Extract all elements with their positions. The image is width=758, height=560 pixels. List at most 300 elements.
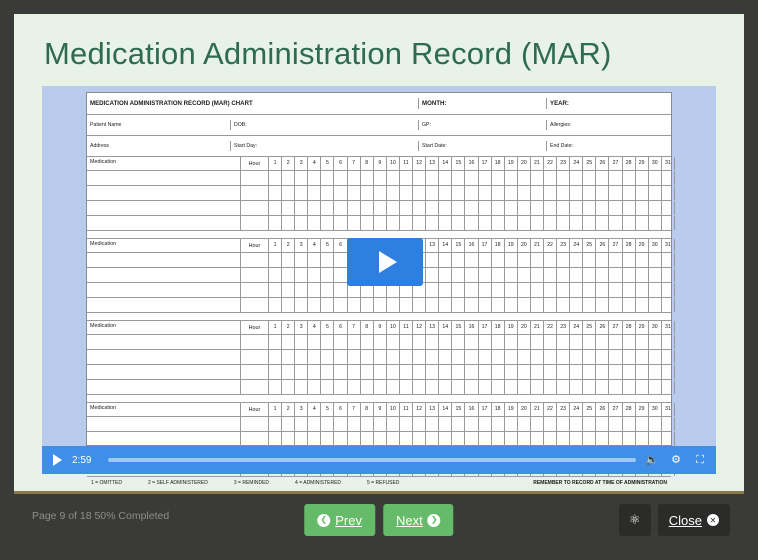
mar-day-cell	[387, 186, 400, 200]
mar-header-row	[87, 93, 671, 115]
play-overlay-button[interactable]	[347, 238, 423, 286]
mar-day-header: 13	[426, 157, 439, 170]
mar-day-header: 29	[636, 321, 649, 334]
mar-day-cell	[295, 201, 308, 215]
mar-day-cell	[269, 335, 282, 349]
mar-day-header: 25	[583, 239, 596, 252]
mar-day-cell	[570, 186, 583, 200]
mar-day-cell	[544, 171, 557, 185]
mar-day-cell	[452, 283, 465, 297]
mar-day-cell	[544, 268, 557, 282]
mar-day-cell	[479, 432, 492, 446]
mar-day-cell	[570, 335, 583, 349]
mar-day-cell	[623, 201, 636, 215]
mar-day-cell	[505, 171, 518, 185]
mar-grid-header-row	[87, 321, 671, 335]
mar-day-header: 7	[348, 403, 361, 416]
mar-day-cell	[334, 417, 347, 431]
mar-day-cell	[374, 201, 387, 215]
mar-day-cell	[570, 365, 583, 379]
mar-day-header: 3	[295, 403, 308, 416]
mar-day-cell	[479, 335, 492, 349]
mar-day-cell	[452, 380, 465, 394]
footer-bar	[14, 494, 744, 546]
mar-day-cell	[596, 186, 609, 200]
mar-day-cell	[413, 216, 426, 230]
mar-day-header: 16	[465, 157, 478, 170]
mar-day-cell	[479, 283, 492, 297]
mar-medication-cell	[87, 432, 241, 446]
mar-day-cell	[557, 432, 570, 446]
mar-day-cell	[544, 253, 557, 267]
mar-day-cell	[426, 365, 439, 379]
play-pause-button[interactable]	[50, 453, 64, 467]
mar-day-cell	[269, 432, 282, 446]
mar-day-header: 27	[609, 239, 622, 252]
mar-day-cell	[269, 298, 282, 312]
mar-day-cell	[518, 201, 531, 215]
mar-day-cell	[636, 350, 649, 364]
mar-day-cell	[321, 335, 334, 349]
mar-day-cell	[361, 365, 374, 379]
mar-day-cell	[282, 432, 295, 446]
mar-year-label: YEAR:	[550, 99, 569, 107]
mar-day-cell	[413, 186, 426, 200]
mar-day-cell	[413, 365, 426, 379]
mar-day-cell	[361, 417, 374, 431]
mar-day-cell	[413, 350, 426, 364]
mar-hour-cell	[241, 335, 269, 349]
mar-day-header: 25	[583, 157, 596, 170]
mar-day-cell	[321, 432, 334, 446]
mar-day-cell	[609, 186, 622, 200]
prev-button[interactable]	[304, 504, 375, 536]
mar-grid-header-row	[87, 157, 671, 171]
mar-day-cell	[662, 171, 675, 185]
mar-day-cell	[557, 365, 570, 379]
mar-day-cell	[465, 171, 478, 185]
mar-grid-row	[87, 380, 671, 395]
mar-day-cell	[531, 335, 544, 349]
mar-day-cell	[479, 216, 492, 230]
mar-day-cell	[662, 380, 675, 394]
mar-day-cell	[518, 171, 531, 185]
mar-start-date-label: Start Date:	[419, 141, 547, 151]
mar-day-cell	[649, 432, 662, 446]
mar-day-header: 31	[662, 321, 675, 334]
next-button[interactable]	[383, 504, 454, 536]
mar-month-label: MONTH:	[419, 98, 547, 109]
mar-hour-cell	[241, 201, 269, 215]
mar-day-cell	[269, 268, 282, 282]
mar-day-header: 15	[452, 239, 465, 252]
mar-day-cell	[518, 365, 531, 379]
mar-day-cell	[361, 350, 374, 364]
mar-day-cell	[649, 380, 662, 394]
mar-day-cell	[452, 201, 465, 215]
mar-day-header: 8	[361, 403, 374, 416]
mar-day-header: 4	[308, 321, 321, 334]
mar-day-header: 1	[269, 403, 282, 416]
mar-day-cell	[426, 432, 439, 446]
mar-day-cell	[295, 171, 308, 185]
mar-hour-label: Hour	[241, 157, 269, 170]
mar-day-cell	[636, 186, 649, 200]
mar-day-cell	[426, 283, 439, 297]
mar-day-cell	[413, 417, 426, 431]
legend-item: 5 = REFUSED	[367, 480, 400, 486]
settings-button[interactable]	[619, 504, 651, 536]
mar-day-header: 5	[321, 403, 334, 416]
mar-info-row	[87, 136, 671, 157]
mar-day-cell	[374, 380, 387, 394]
mar-day-cell	[334, 171, 347, 185]
legend-item: 3 = REMINDED	[233, 480, 270, 486]
mar-day-header: 19	[505, 239, 518, 252]
prev-button-label: Prev	[335, 512, 362, 528]
mar-day-header: 25	[583, 403, 596, 416]
mar-day-header: 29	[636, 403, 649, 416]
mar-day-cell	[452, 350, 465, 364]
mar-day-cell	[374, 432, 387, 446]
mar-day-header: 29	[636, 157, 649, 170]
mar-day-cell	[348, 216, 361, 230]
mar-day-cell	[439, 253, 452, 267]
mar-day-header: 19	[505, 157, 518, 170]
mar-day-header: 6	[334, 321, 347, 334]
mar-medication-cell	[87, 298, 241, 312]
mar-day-cell	[636, 171, 649, 185]
mar-day-cell	[557, 283, 570, 297]
mar-day-cell	[570, 216, 583, 230]
mar-day-cell	[308, 432, 321, 446]
mar-day-cell	[400, 335, 413, 349]
mar-day-cell	[531, 268, 544, 282]
mar-day-cell	[452, 417, 465, 431]
mar-day-header: 26	[596, 157, 609, 170]
mar-day-header: 17	[479, 321, 492, 334]
mar-day-cell	[361, 432, 374, 446]
mar-day-cell	[295, 268, 308, 282]
mar-day-cell	[531, 253, 544, 267]
mar-day-header: 23	[557, 157, 570, 170]
mar-day-header: 18	[492, 403, 505, 416]
video-seek-bar[interactable]	[108, 458, 636, 462]
mar-day-header: 14	[439, 403, 452, 416]
navigation-buttons	[304, 504, 453, 536]
mar-day-cell	[492, 365, 505, 379]
mar-hour-cell	[241, 365, 269, 379]
mar-day-cell	[387, 417, 400, 431]
mar-day-header: 8	[361, 321, 374, 334]
mar-day-cell	[531, 350, 544, 364]
mar-hour-cell	[241, 283, 269, 297]
mar-day-cell	[623, 365, 636, 379]
mar-day-cell	[596, 201, 609, 215]
mar-day-cell	[348, 417, 361, 431]
mar-day-header: 22	[544, 157, 557, 170]
mar-day-cell	[492, 283, 505, 297]
mar-day-cell	[649, 283, 662, 297]
mar-day-cell	[413, 335, 426, 349]
mar-day-cell	[570, 417, 583, 431]
mar-day-cell	[321, 365, 334, 379]
mar-day-cell	[649, 186, 662, 200]
mar-day-cell	[452, 298, 465, 312]
mar-day-cell	[609, 253, 622, 267]
mar-day-cell	[505, 432, 518, 446]
mar-day-cell	[308, 380, 321, 394]
mar-day-cell	[570, 298, 583, 312]
mar-day-cell	[583, 432, 596, 446]
mar-day-cell	[609, 216, 622, 230]
mar-day-cell	[282, 417, 295, 431]
mar-day-cell	[479, 350, 492, 364]
mar-day-cell	[662, 186, 675, 200]
mar-day-cell	[452, 335, 465, 349]
mar-day-cell	[361, 380, 374, 394]
legend-item: 1 = OMITTED	[91, 480, 122, 486]
video-time: 2:59	[72, 454, 92, 466]
mar-day-cell	[505, 350, 518, 364]
mar-medication-cell	[87, 335, 241, 349]
mar-day-header: 20	[518, 157, 531, 170]
mar-day-cell	[426, 417, 439, 431]
mar-day-header: 20	[518, 321, 531, 334]
mar-medication-cell	[87, 186, 241, 200]
mar-day-cell	[492, 432, 505, 446]
footer-right-controls	[619, 504, 730, 536]
mar-day-cell	[479, 298, 492, 312]
mar-day-cell	[662, 365, 675, 379]
video-control-bar[interactable]	[42, 446, 716, 474]
mar-day-cell	[439, 365, 452, 379]
mar-day-cell	[308, 253, 321, 267]
mar-day-cell	[583, 171, 596, 185]
mar-day-cell	[295, 186, 308, 200]
mar-medication-cell	[87, 417, 241, 431]
close-button[interactable]	[658, 504, 730, 536]
mar-day-header: 9	[374, 157, 387, 170]
mar-day-cell	[505, 283, 518, 297]
mar-day-header: 1	[269, 157, 282, 170]
mar-day-cell	[321, 268, 334, 282]
mar-day-cell	[649, 171, 662, 185]
mar-day-cell	[374, 365, 387, 379]
mar-medication-label: Medication	[87, 239, 241, 252]
legend-item: 4 = ADMINISTERED	[295, 480, 342, 486]
mar-day-cell	[295, 298, 308, 312]
mar-day-header: 19	[505, 403, 518, 416]
volume-icon[interactable]: 🔈	[645, 453, 659, 466]
mar-day-cell	[596, 216, 609, 230]
mar-day-cell	[570, 171, 583, 185]
mar-allergies-label: Allergies:	[550, 121, 572, 128]
mar-day-cell	[557, 253, 570, 267]
mar-day-cell	[570, 201, 583, 215]
close-icon: ✕	[707, 514, 719, 526]
mar-day-cell	[374, 417, 387, 431]
mar-day-cell	[321, 380, 334, 394]
mar-day-cell	[636, 417, 649, 431]
mar-day-cell	[479, 201, 492, 215]
mar-day-cell	[334, 201, 347, 215]
mar-hour-label: Hour	[241, 239, 269, 252]
mar-day-cell	[623, 417, 636, 431]
mar-dob-label: DOB:	[231, 120, 419, 130]
mar-day-cell	[282, 268, 295, 282]
mar-day-header: 21	[531, 403, 544, 416]
mar-day-header: 3	[295, 157, 308, 170]
mar-day-cell	[295, 432, 308, 446]
chevron-left-icon: ❮	[317, 514, 330, 527]
mar-day-cell	[295, 417, 308, 431]
mar-day-cell	[583, 365, 596, 379]
mar-day-cell	[623, 268, 636, 282]
mar-day-header: 9	[374, 321, 387, 334]
mar-day-cell	[452, 171, 465, 185]
mar-day-header: 4	[308, 239, 321, 252]
mar-grid-header-row	[87, 403, 671, 417]
mar-day-cell	[269, 365, 282, 379]
mar-day-header: 20	[518, 239, 531, 252]
mar-day-header: 6	[334, 157, 347, 170]
mar-day-cell	[321, 283, 334, 297]
video-player[interactable]	[42, 86, 716, 486]
mar-day-cell	[295, 350, 308, 364]
mar-day-cell	[649, 298, 662, 312]
mar-day-header: 21	[531, 239, 544, 252]
mar-legend	[87, 477, 671, 489]
mar-day-header: 23	[557, 321, 570, 334]
mar-day-cell	[570, 253, 583, 267]
mar-day-cell	[544, 380, 557, 394]
fullscreen-icon[interactable]: ⛶	[696, 453, 704, 466]
mar-day-header: 16	[465, 403, 478, 416]
mar-day-cell	[295, 335, 308, 349]
mar-day-cell	[544, 201, 557, 215]
mar-day-cell	[269, 201, 282, 215]
mar-medication-cell	[87, 380, 241, 394]
mar-day-cell	[505, 253, 518, 267]
mar-day-cell	[321, 253, 334, 267]
mar-day-cell	[518, 335, 531, 349]
mar-day-header: 14	[439, 157, 452, 170]
mar-day-header: 23	[557, 239, 570, 252]
mar-day-cell	[413, 201, 426, 215]
mar-day-header: 30	[649, 403, 662, 416]
mar-day-cell	[623, 350, 636, 364]
mar-day-header: 22	[544, 239, 557, 252]
mar-day-cell	[518, 268, 531, 282]
mar-day-cell	[269, 216, 282, 230]
mar-day-header: 17	[479, 403, 492, 416]
mar-day-cell	[426, 201, 439, 215]
mar-day-cell	[518, 216, 531, 230]
mar-day-cell	[505, 201, 518, 215]
mar-day-cell	[282, 216, 295, 230]
mar-day-cell	[583, 417, 596, 431]
mar-day-cell	[544, 186, 557, 200]
mar-day-cell	[544, 417, 557, 431]
mar-day-header: 24	[570, 403, 583, 416]
mar-day-cell	[662, 216, 675, 230]
mar-day-cell	[636, 432, 649, 446]
mar-day-cell	[374, 298, 387, 312]
mar-day-cell	[479, 171, 492, 185]
mar-day-cell	[308, 335, 321, 349]
mar-day-cell	[505, 298, 518, 312]
mar-day-header: 17	[479, 157, 492, 170]
mar-day-cell	[348, 432, 361, 446]
mar-day-cell	[269, 380, 282, 394]
mar-hour-cell	[241, 171, 269, 185]
mar-day-cell	[269, 171, 282, 185]
mar-day-header: 1	[269, 321, 282, 334]
mar-grid-row	[87, 335, 671, 350]
mar-day-header: 11	[400, 157, 413, 170]
mar-day-cell	[452, 216, 465, 230]
mar-day-cell	[583, 201, 596, 215]
mar-day-cell	[636, 268, 649, 282]
mar-hour-cell	[241, 417, 269, 431]
mar-day-cell	[662, 253, 675, 267]
mar-day-cell	[662, 432, 675, 446]
mar-day-cell	[583, 268, 596, 282]
mar-grid-row	[87, 298, 671, 313]
mar-day-cell	[570, 380, 583, 394]
mar-day-cell	[452, 186, 465, 200]
mar-day-cell	[348, 365, 361, 379]
mar-day-header: 24	[570, 157, 583, 170]
mar-day-cell	[465, 365, 478, 379]
mar-day-cell	[492, 201, 505, 215]
slide-content-panel	[14, 14, 744, 494]
mar-day-cell	[439, 201, 452, 215]
mar-day-cell	[636, 216, 649, 230]
mar-day-cell	[649, 350, 662, 364]
mar-info-row	[87, 115, 671, 136]
mar-day-cell	[531, 171, 544, 185]
mar-day-header: 18	[492, 239, 505, 252]
mar-day-header: 3	[295, 239, 308, 252]
mar-day-cell	[623, 253, 636, 267]
mar-day-cell	[374, 335, 387, 349]
mar-day-cell	[334, 380, 347, 394]
mar-day-cell	[308, 417, 321, 431]
mar-day-cell	[334, 298, 347, 312]
mar-day-cell	[269, 350, 282, 364]
mar-day-header: 13	[426, 321, 439, 334]
gear-icon[interactable]: ⚙	[671, 453, 681, 466]
mar-day-cell	[623, 283, 636, 297]
mar-day-cell	[426, 171, 439, 185]
mar-day-cell	[282, 186, 295, 200]
mar-day-cell	[348, 186, 361, 200]
mar-day-cell	[413, 298, 426, 312]
mar-day-cell	[636, 335, 649, 349]
mar-hour-cell	[241, 380, 269, 394]
mar-day-cell	[465, 350, 478, 364]
mar-day-cell	[544, 298, 557, 312]
mar-day-cell	[387, 171, 400, 185]
mar-day-cell	[439, 417, 452, 431]
mar-day-cell	[321, 216, 334, 230]
mar-day-cell	[557, 268, 570, 282]
mar-day-cell	[334, 283, 347, 297]
mar-day-header: 12	[413, 403, 426, 416]
mar-day-header: 19	[505, 321, 518, 334]
